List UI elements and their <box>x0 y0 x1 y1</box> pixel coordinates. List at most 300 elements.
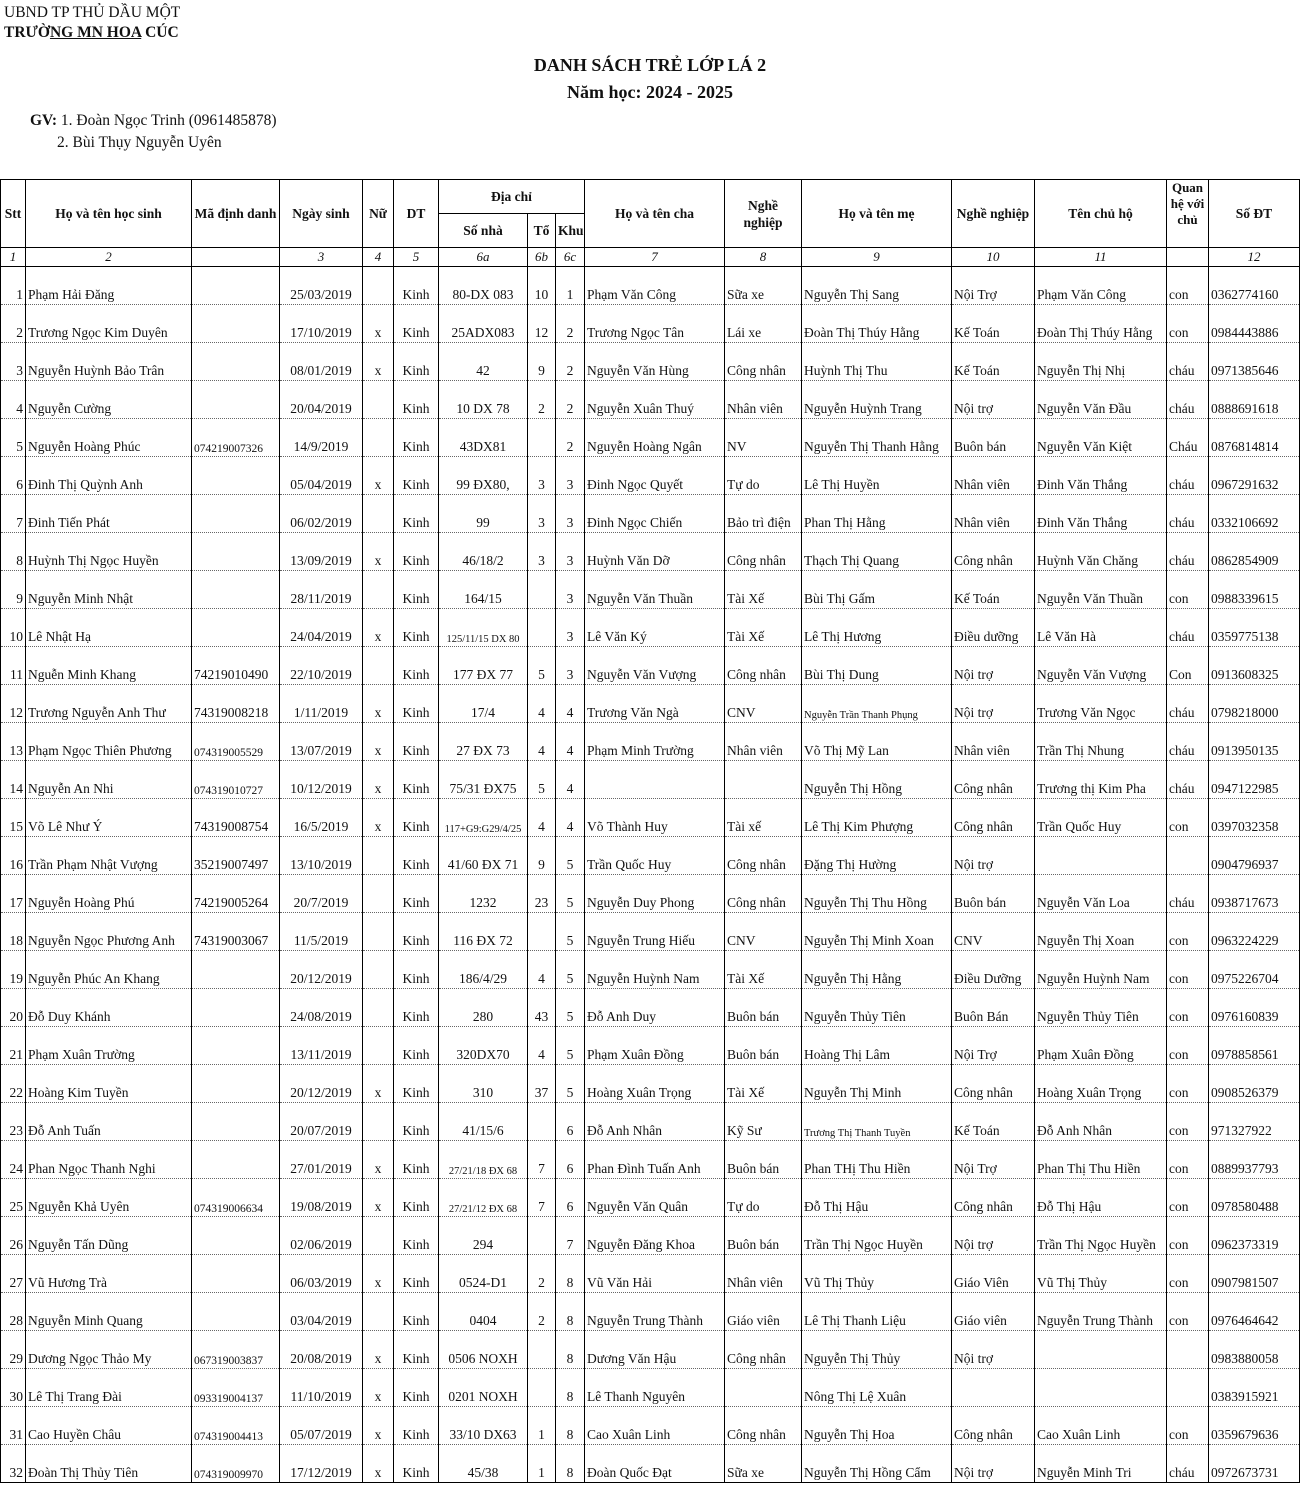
cell-id <box>192 1103 280 1141</box>
cell-mother-job: Nhân viên <box>952 495 1035 533</box>
teachers-block <box>30 110 277 154</box>
cell-father: Nguyễn Duy Phong <box>585 875 725 913</box>
cell-student-name: Vũ Hương Trà <box>26 1255 192 1293</box>
cell-to: 43 <box>528 989 556 1027</box>
cell-father-job: Tự do <box>725 457 802 495</box>
cell-khu: 6 <box>556 1179 585 1217</box>
cell-stt: 3 <box>1 343 26 381</box>
cell-relation: cháu <box>1167 495 1209 533</box>
cell-ethnicity: Kinh <box>394 495 439 533</box>
cell-khu: 5 <box>556 951 585 989</box>
cell-ethnicity: Kinh <box>394 1065 439 1103</box>
cell-ethnicity: Kinh <box>394 1217 439 1255</box>
table-row <box>1 761 1300 799</box>
cell-stt: 15 <box>1 799 26 837</box>
cell-father: Đỗ Anh Duy <box>585 989 725 1027</box>
cell-to: 4 <box>528 723 556 761</box>
cell-phone: 0362774160 <box>1209 267 1300 305</box>
cell-mother-job: Nội trợ <box>952 647 1035 685</box>
cell-house-number: 1232 <box>439 875 528 913</box>
cell-father: Dương Văn Hậu <box>585 1331 725 1369</box>
cell-ethnicity: Kinh <box>394 571 439 609</box>
cell-relation <box>1167 1369 1209 1407</box>
cell-id: 093319004137 <box>192 1369 280 1407</box>
cell-dob: 20/12/2019 <box>280 951 363 989</box>
cell-id: 74319008218 <box>192 685 280 723</box>
cell-mother-job: Công nhân <box>952 799 1035 837</box>
column-number-cell: 5 <box>394 248 439 267</box>
cell-to: 7 <box>528 1179 556 1217</box>
cell-relation: con <box>1167 305 1209 343</box>
cell-student-name: Võ Lê Như Ý <box>26 799 192 837</box>
cell-house-number: 43DX81 <box>439 419 528 457</box>
cell-father-job: Lái xe <box>725 305 802 343</box>
cell-female <box>363 495 394 533</box>
cell-house-number: 45/38 <box>439 1445 528 1483</box>
cell-relation: cháu <box>1167 1445 1209 1483</box>
cell-mother: Đỗ Thị Hậu <box>802 1179 952 1217</box>
cell-stt: 1 <box>1 267 26 305</box>
table-row <box>1 609 1300 647</box>
cell-father-job: Công nhân <box>725 647 802 685</box>
cell-mother-job: Kế Toán <box>952 343 1035 381</box>
cell-student-name: Nguyễn Cường <box>26 381 192 419</box>
cell-householder: Trương thị Kim Pha <box>1035 761 1167 799</box>
cell-female: x <box>363 343 394 381</box>
cell-khu: 2 <box>556 381 585 419</box>
cell-phone: 0978858561 <box>1209 1027 1300 1065</box>
cell-householder: Đỗ Thị Hậu <box>1035 1179 1167 1217</box>
table-row <box>1 343 1300 381</box>
table-body <box>1 248 1300 1483</box>
cell-to <box>528 1331 556 1369</box>
cell-father-job: Buôn bán <box>725 1217 802 1255</box>
cell-father-job: Tài Xế <box>725 951 802 989</box>
cell-stt: 29 <box>1 1331 26 1369</box>
cell-ethnicity: Kinh <box>394 723 439 761</box>
cell-house-number: 0524-D1 <box>439 1255 528 1293</box>
cell-dob: 25/03/2019 <box>280 267 363 305</box>
column-number-cell: 3 <box>280 248 363 267</box>
cell-stt: 7 <box>1 495 26 533</box>
cell-female <box>363 1217 394 1255</box>
cell-dob: 19/08/2019 <box>280 1179 363 1217</box>
cell-father: Lê Thanh Nguyên <box>585 1369 725 1407</box>
cell-student-name: Lê Thị Trang Đài <box>26 1369 192 1407</box>
cell-ethnicity: Kinh <box>394 761 439 799</box>
cell-ethnicity: Kinh <box>394 419 439 457</box>
cell-phone: 0397032358 <box>1209 799 1300 837</box>
cell-mother: Trương Thị Thanh Tuyền <box>802 1103 952 1141</box>
cell-father: Lê Văn Ký <box>585 609 725 647</box>
cell-student-name: Đỗ Duy Khánh <box>26 989 192 1027</box>
cell-father: Nguyễn Văn Thuần <box>585 571 725 609</box>
col-dob: Ngày sinh <box>280 180 363 248</box>
cell-mother: Nguyễn Trần Thanh Phụng <box>802 685 952 723</box>
cell-dob: 06/03/2019 <box>280 1255 363 1293</box>
cell-house-number: 41/60 ĐX 71 <box>439 837 528 875</box>
cell-mother: Vũ Thị Thủy <box>802 1255 952 1293</box>
cell-relation: con <box>1167 1293 1209 1331</box>
cell-house-number: 17/4 <box>439 685 528 723</box>
cell-dob: 28/11/2019 <box>280 571 363 609</box>
cell-stt: 6 <box>1 457 26 495</box>
col-ethnicity: DT <box>394 180 439 248</box>
cell-ethnicity: Kinh <box>394 1027 439 1065</box>
cell-dob: 16/5/2019 <box>280 799 363 837</box>
cell-mother: Nguyễn Thị Thủy <box>802 1331 952 1369</box>
cell-stt: 13 <box>1 723 26 761</box>
cell-khu: 8 <box>556 1255 585 1293</box>
table-row <box>1 1217 1300 1255</box>
table-row <box>1 381 1300 419</box>
cell-father-job: Nhân viên <box>725 723 802 761</box>
cell-dob: 24/08/2019 <box>280 989 363 1027</box>
cell-relation: con <box>1167 1255 1209 1293</box>
cell-to: 3 <box>528 533 556 571</box>
school-name-part1: TRƯỜ <box>4 24 50 41</box>
cell-ethnicity: Kinh <box>394 875 439 913</box>
cell-mother-job: CNV <box>952 913 1035 951</box>
cell-mother-job: Nội Trợ <box>952 1027 1035 1065</box>
cell-id <box>192 495 280 533</box>
table-row <box>1 1027 1300 1065</box>
cell-student-name: Nguyễn Ngọc Phương Anh <box>26 913 192 951</box>
teacher-1 <box>30 110 277 132</box>
cell-householder: Đinh Văn Thắng <box>1035 495 1167 533</box>
cell-mother: Trần Thị Ngọc Huyền <box>802 1217 952 1255</box>
cell-mother: Nguyễn Thị Sang <box>802 267 952 305</box>
col-father-job: Nghề nghiệp <box>725 180 802 248</box>
column-number-cell <box>1167 248 1209 267</box>
cell-house-number: 99 ĐX80, <box>439 457 528 495</box>
cell-khu: 5 <box>556 875 585 913</box>
cell-stt: 22 <box>1 1065 26 1103</box>
table-row <box>1 1141 1300 1179</box>
cell-house-number: 0201 NOXH <box>439 1369 528 1407</box>
cell-id <box>192 609 280 647</box>
column-number-cell: 6c <box>556 248 585 267</box>
col-to: Tổ <box>528 214 556 248</box>
cell-mother: Nông Thị Lệ Xuân <box>802 1369 952 1407</box>
cell-id: 74319008754 <box>192 799 280 837</box>
cell-female: x <box>363 1445 394 1483</box>
teacher-1-name: 1. Đoàn Ngọc Trinh (0961485878) <box>57 112 277 129</box>
cell-father-job: Công nhân <box>725 533 802 571</box>
cell-father: Nguyễn Văn Quân <box>585 1179 725 1217</box>
cell-mother: Nguyễn Thị Hằng <box>802 951 952 989</box>
cell-female <box>363 381 394 419</box>
cell-phone: 0967291632 <box>1209 457 1300 495</box>
cell-student-name: Dương Ngọc Thảo My <box>26 1331 192 1369</box>
cell-ethnicity: Kinh <box>394 1369 439 1407</box>
cell-mother: Nguyễn Thị Thanh Hằng <box>802 419 952 457</box>
cell-house-number: 310 <box>439 1065 528 1103</box>
cell-mother: Lê Thị Huyền <box>802 457 952 495</box>
cell-to <box>528 1217 556 1255</box>
cell-mother: Bùi Thị Gấm <box>802 571 952 609</box>
cell-student-name: Huỳnh Thị Ngọc Huyền <box>26 533 192 571</box>
cell-dob: 03/04/2019 <box>280 1293 363 1331</box>
cell-mother-job: Nội trợ <box>952 381 1035 419</box>
cell-relation: con <box>1167 1141 1209 1179</box>
cell-khu: 4 <box>556 799 585 837</box>
cell-student-name: Nguyễn An Nhi <box>26 761 192 799</box>
table-row <box>1 799 1300 837</box>
cell-ethnicity: Kinh <box>394 1141 439 1179</box>
table-row <box>1 457 1300 495</box>
cell-mother-job: Nội trợ <box>952 685 1035 723</box>
cell-stt: 16 <box>1 837 26 875</box>
cell-mother-job: Nhân viên <box>952 457 1035 495</box>
cell-dob: 17/10/2019 <box>280 305 363 343</box>
cell-father: Nguyễn Đăng Khoa <box>585 1217 725 1255</box>
col-khu: Khu <box>556 214 585 248</box>
cell-student-name: Phạm Hải Đăng <box>26 267 192 305</box>
cell-female <box>363 1103 394 1141</box>
cell-relation: con <box>1167 1065 1209 1103</box>
page-title: DANH SÁCH TRẺ LỚP LÁ 2 <box>533 55 767 75</box>
cell-relation: con <box>1167 951 1209 989</box>
cell-dob: 11/5/2019 <box>280 913 363 951</box>
cell-female: x <box>363 305 394 343</box>
cell-house-number: 10 DX 78 <box>439 381 528 419</box>
cell-ethnicity: Kinh <box>394 533 439 571</box>
cell-female <box>363 989 394 1027</box>
cell-id: 074319006634 <box>192 1179 280 1217</box>
cell-female: x <box>363 761 394 799</box>
cell-female: x <box>363 1255 394 1293</box>
table-row <box>1 875 1300 913</box>
cell-father: Phan Đình Tuấn Anh <box>585 1141 725 1179</box>
cell-phone: 0888691618 <box>1209 381 1300 419</box>
cell-stt: 31 <box>1 1407 26 1445</box>
cell-house-number: 99 <box>439 495 528 533</box>
cell-mother: Nguyễn Thị Hồng <box>802 761 952 799</box>
cell-mother-job: Công nhân <box>952 761 1035 799</box>
cell-householder: Phạm Văn Công <box>1035 267 1167 305</box>
cell-householder: Trần Thị Nhung <box>1035 723 1167 761</box>
cell-householder: Trần Thị Ngọc Huyền <box>1035 1217 1167 1255</box>
column-number-cell: 1 <box>1 248 26 267</box>
cell-house-number: 294 <box>439 1217 528 1255</box>
cell-phone: 0876814814 <box>1209 419 1300 457</box>
cell-father: Phạm Minh Trường <box>585 723 725 761</box>
cell-id <box>192 1065 280 1103</box>
table-row <box>1 989 1300 1027</box>
cell-stt: 20 <box>1 989 26 1027</box>
cell-father: Vũ Văn Hải <box>585 1255 725 1293</box>
col-house-number: Số nhà <box>439 214 528 248</box>
cell-female <box>363 571 394 609</box>
cell-female: x <box>363 1065 394 1103</box>
cell-father: Nguyễn Trung Hiếu <box>585 913 725 951</box>
cell-khu: 3 <box>556 647 585 685</box>
cell-to: 1 <box>528 1407 556 1445</box>
cell-khu: 5 <box>556 837 585 875</box>
cell-householder: Trần Quốc Huy <box>1035 799 1167 837</box>
cell-id <box>192 1027 280 1065</box>
cell-to <box>528 419 556 457</box>
cell-to: 7 <box>528 1141 556 1179</box>
cell-ethnicity: Kinh <box>394 837 439 875</box>
cell-female: x <box>363 1179 394 1217</box>
cell-father: Huỳnh Văn Dỡ <box>585 533 725 571</box>
cell-dob: 13/11/2019 <box>280 1027 363 1065</box>
cell-to: 3 <box>528 495 556 533</box>
cell-relation <box>1167 1331 1209 1369</box>
cell-ethnicity: Kinh <box>394 267 439 305</box>
cell-father-job: Tài Xế <box>725 1065 802 1103</box>
cell-dob: 27/01/2019 <box>280 1141 363 1179</box>
cell-householder: Trương Văn Ngọc <box>1035 685 1167 723</box>
cell-mother: Phan THị Thu Hiền <box>802 1141 952 1179</box>
cell-phone: 0908526379 <box>1209 1065 1300 1103</box>
cell-house-number: 320DX70 <box>439 1027 528 1065</box>
cell-dob: 20/7/2019 <box>280 875 363 913</box>
cell-phone: 0975226704 <box>1209 951 1300 989</box>
cell-student-name: Phạm Xuân Trường <box>26 1027 192 1065</box>
cell-mother: Nguyễn Thị Minh <box>802 1065 952 1103</box>
cell-ethnicity: Kinh <box>394 609 439 647</box>
cell-female: x <box>363 533 394 571</box>
cell-relation: con <box>1167 267 1209 305</box>
cell-dob: 13/07/2019 <box>280 723 363 761</box>
cell-phone: 0907981507 <box>1209 1255 1300 1293</box>
table-row <box>1 495 1300 533</box>
cell-house-number: 164/15 <box>439 571 528 609</box>
column-number-cell: 2 <box>26 248 192 267</box>
cell-mother-job: Công nhân <box>952 1179 1035 1217</box>
cell-stt: 32 <box>1 1445 26 1483</box>
table-row <box>1 571 1300 609</box>
cell-dob: 05/07/2019 <box>280 1407 363 1445</box>
table-row <box>1 1065 1300 1103</box>
table-row <box>1 1331 1300 1369</box>
cell-mother: Lê Thị Hương <box>802 609 952 647</box>
cell-id: 074319009970 <box>192 1445 280 1483</box>
table-row <box>1 951 1300 989</box>
cell-id: 067319003837 <box>192 1331 280 1369</box>
cell-house-number: 80-DX 083 <box>439 267 528 305</box>
col-mother-job: Nghề nghiệp <box>952 180 1035 248</box>
cell-father: Nguyễn Xuân Thuý <box>585 381 725 419</box>
cell-ethnicity: Kinh <box>394 457 439 495</box>
cell-to: 5 <box>528 647 556 685</box>
cell-mother-job <box>952 1369 1035 1407</box>
cell-mother-job: Buôn bán <box>952 875 1035 913</box>
cell-mother: Thạch Thị Quang <box>802 533 952 571</box>
cell-relation: con <box>1167 799 1209 837</box>
cell-mother-job: Công nhân <box>952 1065 1035 1103</box>
cell-relation: con <box>1167 1407 1209 1445</box>
cell-phone: 0904796937 <box>1209 837 1300 875</box>
cell-stt: 30 <box>1 1369 26 1407</box>
cell-id <box>192 1217 280 1255</box>
cell-ethnicity: Kinh <box>394 989 439 1027</box>
cell-ethnicity: Kinh <box>394 305 439 343</box>
cell-student-name: Trương Nguyễn Anh Thư <box>26 685 192 723</box>
cell-relation: cháu <box>1167 685 1209 723</box>
cell-householder: Nguyễn Huỳnh Nam <box>1035 951 1167 989</box>
cell-phone: 0938717673 <box>1209 875 1300 913</box>
cell-phone: 0359679636 <box>1209 1407 1300 1445</box>
cell-householder: Nguyễn Thị Xoan <box>1035 913 1167 951</box>
cell-relation <box>1167 837 1209 875</box>
cell-mother: Hoàng Thị Lâm <box>802 1027 952 1065</box>
cell-relation: con <box>1167 913 1209 951</box>
cell-mother: Lê Thị Kim Phượng <box>802 799 952 837</box>
cell-phone: 0862854909 <box>1209 533 1300 571</box>
cell-mother-job: Nhân viên <box>952 723 1035 761</box>
table-row <box>1 305 1300 343</box>
cell-mother-job: Điều Dưỡng <box>952 951 1035 989</box>
cell-khu: 2 <box>556 419 585 457</box>
cell-ethnicity: Kinh <box>394 1331 439 1369</box>
cell-stt: 10 <box>1 609 26 647</box>
cell-to: 23 <box>528 875 556 913</box>
cell-householder: Nguyễn Minh Tri <box>1035 1445 1167 1483</box>
col-stt: Stt <box>1 180 26 248</box>
cell-father-job: Tài xế <box>725 799 802 837</box>
cell-student-name: Nguyễn Phúc An Khang <box>26 951 192 989</box>
cell-relation: con <box>1167 571 1209 609</box>
cell-relation: Cháu <box>1167 419 1209 457</box>
cell-id: 74319003067 <box>192 913 280 951</box>
cell-dob: 24/04/2019 <box>280 609 363 647</box>
cell-father: Nguyễn Hoàng Ngân <box>585 419 725 457</box>
cell-khu: 8 <box>556 1331 585 1369</box>
cell-house-number: 0506 NOXH <box>439 1331 528 1369</box>
table-row <box>1 1407 1300 1445</box>
cell-ethnicity: Kinh <box>394 913 439 951</box>
cell-student-name: Nguyễn Huỳnh Bảo Trân <box>26 343 192 381</box>
cell-dob: 22/10/2019 <box>280 647 363 685</box>
cell-phone: 971327922 <box>1209 1103 1300 1141</box>
cell-ethnicity: Kinh <box>394 1407 439 1445</box>
cell-father: Nguyễn Văn Hùng <box>585 343 725 381</box>
cell-householder: Vũ Thị Thủy <box>1035 1255 1167 1293</box>
cell-relation: cháu <box>1167 457 1209 495</box>
cell-stt: 11 <box>1 647 26 685</box>
cell-to <box>528 571 556 609</box>
cell-father-job: Tự do <box>725 1179 802 1217</box>
cell-khu: 8 <box>556 1445 585 1483</box>
cell-house-number: 27/21/12 ĐX 68 <box>439 1179 528 1217</box>
cell-student-name: Đoàn Thị Thủy Tiên <box>26 1445 192 1483</box>
cell-father: Đinh Ngọc Chiến <box>585 495 725 533</box>
cell-mother: Phan Thị Hằng <box>802 495 952 533</box>
cell-mother-job: Điều dưỡng <box>952 609 1035 647</box>
column-number-cell: 11 <box>1035 248 1167 267</box>
cell-house-number: 42 <box>439 343 528 381</box>
cell-householder: Nguyễn Văn Vượng <box>1035 647 1167 685</box>
cell-to: 3 <box>528 457 556 495</box>
cell-phone: 0962373319 <box>1209 1217 1300 1255</box>
cell-father-job: Kỹ Sư <box>725 1103 802 1141</box>
cell-id <box>192 343 280 381</box>
cell-to: 2 <box>528 1255 556 1293</box>
column-number-cell: 9 <box>802 248 952 267</box>
cell-student-name: Nguyễn Minh Nhật <box>26 571 192 609</box>
cell-to: 1 <box>528 1445 556 1483</box>
cell-khu: 8 <box>556 1293 585 1331</box>
cell-stt: 9 <box>1 571 26 609</box>
table-row <box>1 1255 1300 1293</box>
cell-student-name: Hoàng Kim Tuyền <box>26 1065 192 1103</box>
cell-student-name: Nguyễn Minh Quang <box>26 1293 192 1331</box>
cell-stt: 2 <box>1 305 26 343</box>
